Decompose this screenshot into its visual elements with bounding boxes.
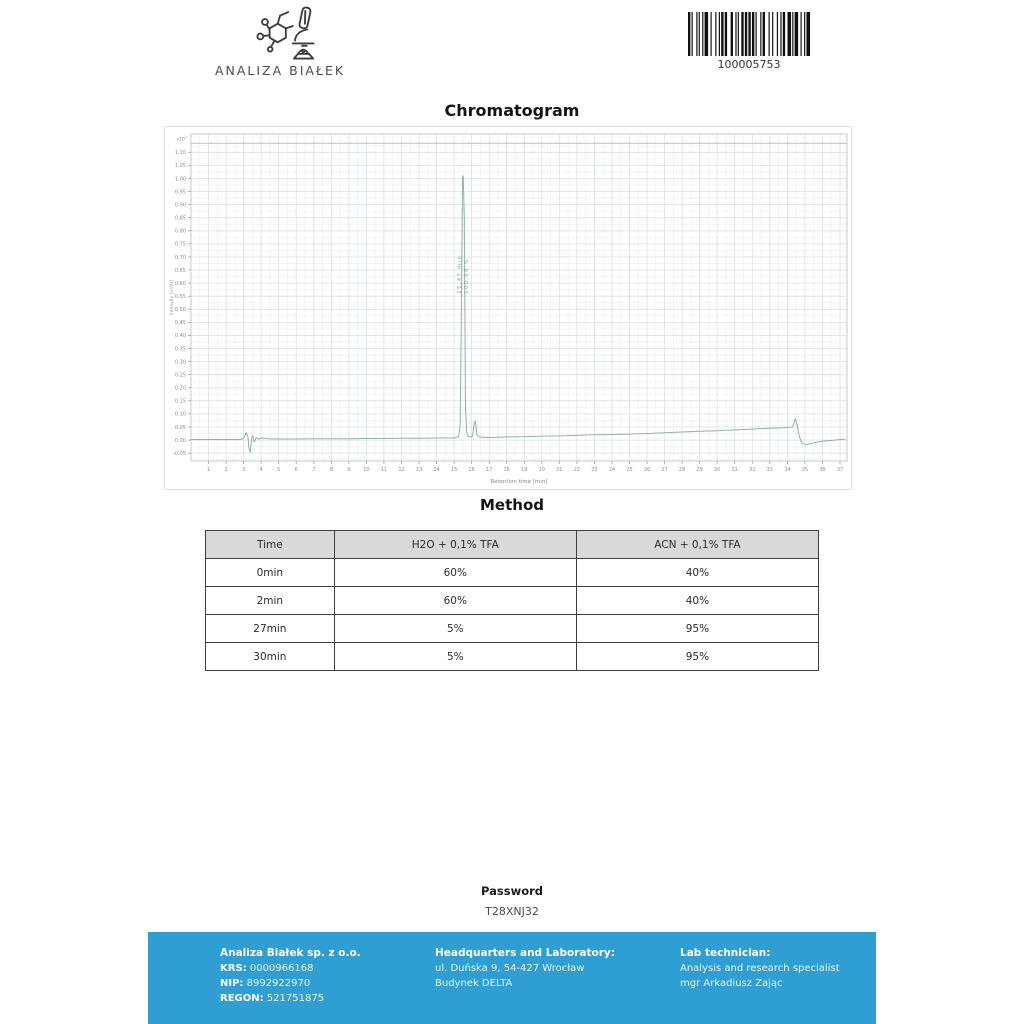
svg-text:12: 12 (398, 467, 405, 473)
table-cell: 60% (334, 559, 576, 587)
footer-technician-block (680, 946, 840, 991)
barcode-icon (688, 12, 810, 56)
svg-text:0.55: 0.55 (174, 294, 186, 300)
svg-text:8: 8 (329, 467, 333, 473)
table-cell: 5% (334, 615, 576, 643)
svg-text:0.95: 0.95 (174, 189, 186, 196)
svg-text:0.10: 0.10 (174, 411, 186, 418)
method-title: Method (480, 496, 544, 514)
svg-text:3: 3 (242, 467, 246, 473)
password-value: T28XNJ32 (485, 905, 539, 918)
svg-text:0.60: 0.60 (174, 280, 186, 287)
technician-name: mgr Arkadiusz Zając (680, 978, 783, 989)
footer-headquarters-block (435, 946, 615, 991)
svg-text:-0.05: -0.05 (173, 451, 186, 457)
svg-text:11: 11 (380, 467, 388, 473)
table-cell: 27min (206, 615, 335, 643)
brand-name: ANALIZA BIAŁEK (214, 63, 346, 78)
svg-text:16: 16 (468, 467, 475, 473)
svg-text:1.10: 1.10 (174, 150, 186, 157)
technician-title: Lab technician: (680, 947, 771, 959)
svg-text:x107: $x10^7$ (176, 135, 187, 143)
svg-text:1: 1 (206, 467, 211, 473)
technician-role: Analysis and research specialist (680, 963, 840, 974)
svg-text:0.70: 0.70 (174, 254, 186, 261)
table-row (206, 559, 819, 587)
chromatogram-plot (165, 127, 851, 489)
svg-text:7: 7 (312, 467, 316, 473)
table-cell: 95% (576, 615, 818, 643)
svg-text:22: 22 (573, 467, 581, 473)
company-name: Analiza Białek sp. z o.o. (220, 947, 361, 959)
headquarters-address: ul. Duńska 9, 54-427 Wrocław (435, 963, 585, 974)
svg-text:0.90: 0.90 (174, 202, 186, 209)
table-row (206, 615, 819, 643)
svg-text:29: 29 (696, 467, 703, 473)
company-regon: REGON: 521751875 (220, 993, 325, 1004)
table-header-cell: Time (206, 531, 335, 559)
svg-text:0.00: 0.00 (174, 437, 186, 444)
svg-text:0.45: 0.45 (174, 320, 186, 327)
table-cell: 95% (576, 643, 818, 671)
svg-text:36: 36 (819, 467, 826, 473)
table-cell: 40% (576, 559, 818, 587)
svg-text:0.85: 0.85 (174, 215, 186, 222)
barcode-number: 100005753 (717, 58, 781, 71)
table-row (206, 643, 819, 671)
svg-text:30: 30 (714, 467, 721, 473)
svg-text:0.05: 0.05 (174, 424, 186, 431)
svg-text:23: 23 (591, 467, 598, 473)
svg-text:20: 20 (538, 467, 545, 473)
svg-text:0.80: 0.80 (174, 228, 186, 235)
password-label: Password (481, 884, 543, 898)
svg-text:37: 37 (836, 467, 844, 473)
svg-text:0.40: 0.40 (174, 333, 186, 340)
svg-text:100,00 %: 100,00 % (463, 257, 470, 294)
table-cell: 0min (206, 559, 335, 587)
svg-text:17: 17 (486, 467, 493, 473)
svg-text:Intensity [mAU]: Intensity [mAU] (170, 279, 175, 316)
svg-text:32: 32 (749, 467, 756, 473)
svg-text:4: 4 (259, 467, 263, 473)
svg-text:0.20: 0.20 (174, 385, 186, 392)
chromatogram-title: Chromatogram (444, 101, 580, 120)
svg-text:0.50: 0.50 (174, 307, 186, 314)
footer-company-block (220, 946, 361, 1006)
svg-text:10: 10 (363, 467, 370, 473)
svg-text:15: 15 (450, 467, 458, 473)
table-header-cell: H2O + 0,1% TFA (334, 531, 576, 559)
svg-text:33: 33 (766, 467, 773, 473)
table-cell: 60% (334, 587, 576, 615)
svg-text:1.00: 1.00 (174, 176, 186, 183)
table-cell: 5% (334, 643, 576, 671)
svg-text:31: 31 (731, 467, 738, 473)
table-row (206, 587, 819, 615)
molecule-microscope-icon (240, 4, 334, 62)
svg-text:21: 21 (556, 467, 563, 473)
svg-text:Retention time [min]: Retention time [min] (490, 479, 548, 485)
svg-text:35: 35 (801, 467, 809, 473)
table-cell: 30min (206, 643, 335, 671)
svg-text:18: 18 (503, 467, 510, 473)
svg-text:2: 2 (224, 467, 228, 473)
svg-text:0.30: 0.30 (174, 359, 186, 366)
svg-text:9: 9 (347, 467, 351, 473)
svg-text:0.65: 0.65 (174, 267, 186, 274)
table-cell: 40% (576, 587, 818, 615)
svg-text:34: 34 (784, 467, 791, 473)
svg-text:0.75: 0.75 (174, 241, 186, 248)
chromatogram-chart (164, 126, 852, 490)
headquarters-building: Budynek DELTA (435, 978, 513, 989)
svg-text:0.15: 0.15 (174, 398, 186, 405)
footer (148, 932, 876, 1024)
svg-text:19: 19 (521, 467, 528, 473)
table-header-cell: ACN + 0,1% TFA (576, 531, 818, 559)
company-nip: NIP: 8992922970 (220, 978, 311, 989)
method-table (205, 530, 819, 671)
svg-text:14: 14 (433, 467, 440, 473)
svg-text:27: 27 (661, 467, 668, 473)
svg-text:13: 13 (415, 467, 423, 473)
svg-text:15,47 min: 15,47 min (456, 254, 463, 294)
svg-text:24: 24 (608, 467, 616, 473)
svg-text:28: 28 (678, 467, 686, 473)
svg-text:0.25: 0.25 (174, 372, 186, 379)
headquarters-title: Headquarters and Laboratory: (435, 947, 615, 959)
svg-text:5: 5 (277, 467, 281, 473)
svg-text:1.05: 1.05 (174, 163, 186, 170)
svg-text:6: 6 (294, 467, 298, 473)
company-krs: KRS: 0000966168 (220, 963, 314, 974)
svg-text:0.35: 0.35 (174, 346, 186, 353)
svg-text:25: 25 (626, 467, 633, 473)
table-cell: 2min (206, 587, 335, 615)
svg-text:26: 26 (643, 467, 651, 473)
